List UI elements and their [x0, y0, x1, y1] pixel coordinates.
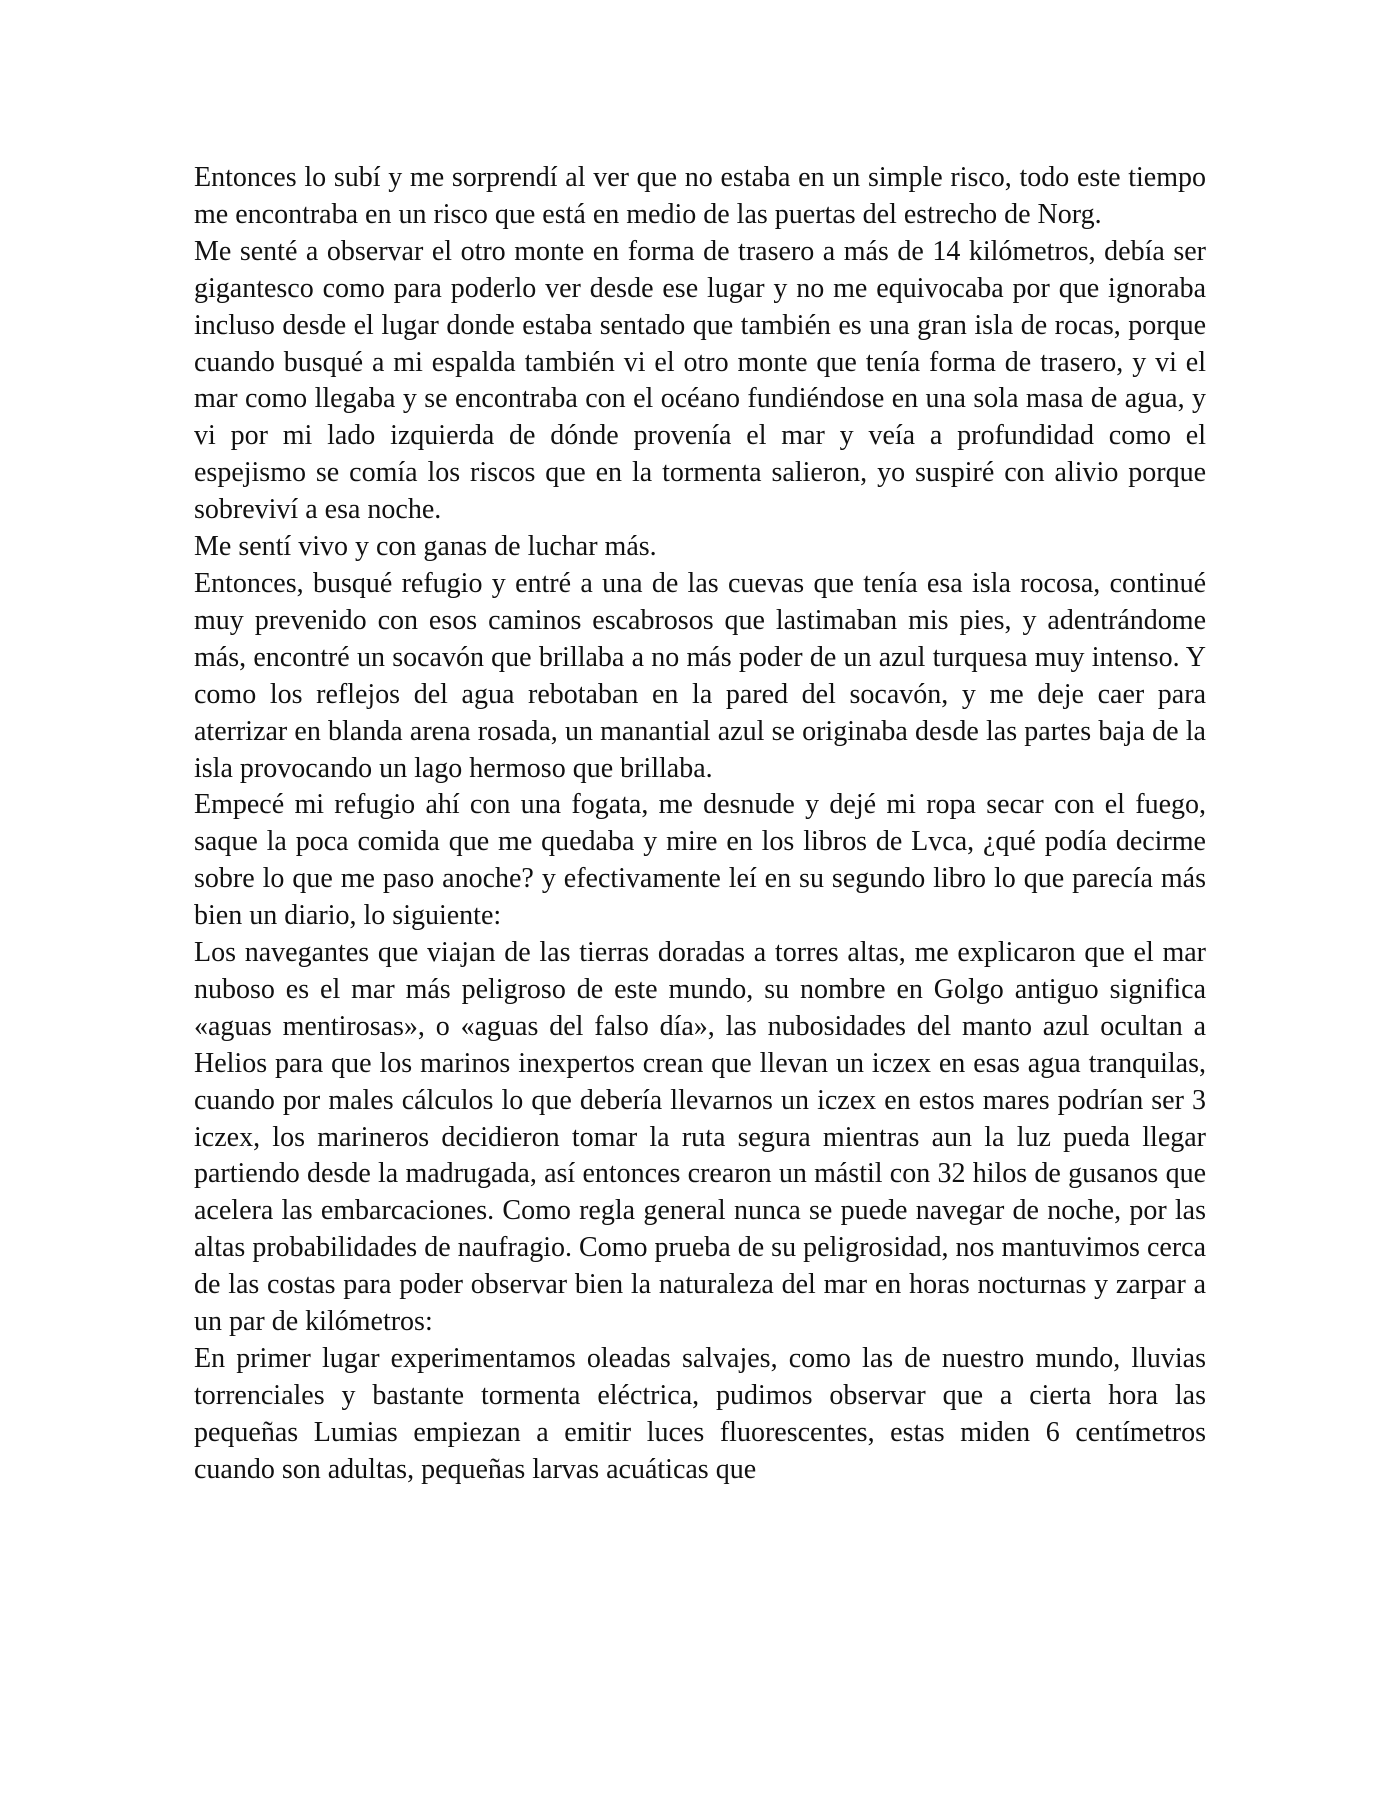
paragraph-5: Empecé mi refugio ahí con una fogata, me desnude y dejé mi ropa secar con el fuego, saque la poca comida que me quedaba y mire en los libros de Lvca, ¿qué podía decirme sobre lo que me paso anoche? y efectivamente leí en su segundo libro lo que parecía más bien un diario, lo siguiente:: [194, 789, 1206, 932]
paragraph-4: Entonces, busqué refugio y entré a una de las cuevas que tenía esa isla rocosa, continué muy prevenido con esos caminos escabrosos que lastimaban mis pies, y adentrándome más, encontré un socavón que brillaba a no más poder de un azul turquesa muy intenso. Y como los reflejos del agua rebotaban en la pared del socavón, y me deje caer para aterrizar en blanda arena rosada, un manantial azul se originaba desde las partes baja de la isla provocando un lago hermoso que brillaba.: [194, 567, 1206, 784]
body-text: [194, 160, 1206, 1489]
paragraph-2: Me senté a observar el otro monte en forma de trasero a más de 14 kilómetros, debía ser gigantesco como para poderlo ver desde ese lugar y no me equivocaba por que ignoraba incluso desde el lugar donde estaba sentado que también es una gran isla de rocas, porque cuando busqué a mi espalda también vi el otro monte que tenía forma de trasero, y vi el mar como llegaba y se encontraba con el océano fundiéndose en una sola masa de agua, y vi por mi lado izquierda de dónde provenía el mar y veía a profundidad como el espejismo se comía los riscos que en la tormenta salieron, yo suspiré con alivio porque sobreviví a esa noche.: [194, 235, 1206, 526]
paragraph-1: Entonces lo subí y me sorprendí al ver que no estaba en un simple risco, todo este tiempo me encontraba en un risco que está en medio de las puertas del estrecho de Norg.: [194, 162, 1206, 230]
paragraph-7: En primer lugar experimentamos oleadas salvajes, como las de nuestro mundo, lluvias torrenciales y bastante tormenta eléctrica, pudimos observar que a cierta hora las pequeñas Lumias empiezan a emitir luces fluorescentes, estas miden 6 centímetros cuando son adultas, pequeñas larvas acuáticas que: [194, 1343, 1206, 1485]
paragraph-3: Me sentí vivo y con ganas de luchar más.: [194, 531, 657, 563]
paragraph-6: Los navegantes que viajan de las tierras doradas a torres altas, me explicaron que el mar nuboso es el mar más peligroso de este mundo, su nombre en Golgo antiguo significa «aguas mentirosas», o «aguas del falso día», las nubosidades del manto azul ocultan a Helios para que los marinos inexpertos crean que llevan un iczex en esas agua tranquilas, cuando por males cálculos lo que debería llevarnos un iczex en estos mares podrían ser 3 iczex, los marineros decidieron tomar la ruta segura mientras aun la luz pueda llegar partiendo desde la madrugada, así entonces crearon un mástil con 32 hilos de gusanos que acelera las embarcaciones. Como regla general nunca se puede navegar de noche, por las altas probabilidades de naufragio. Como prueba de su peligrosidad, nos mantuvimos cerca de las costas para poder observar bien la naturaleza del mar en horas nocturnas y zarpar a un par de kilómetros:: [194, 937, 1206, 1338]
